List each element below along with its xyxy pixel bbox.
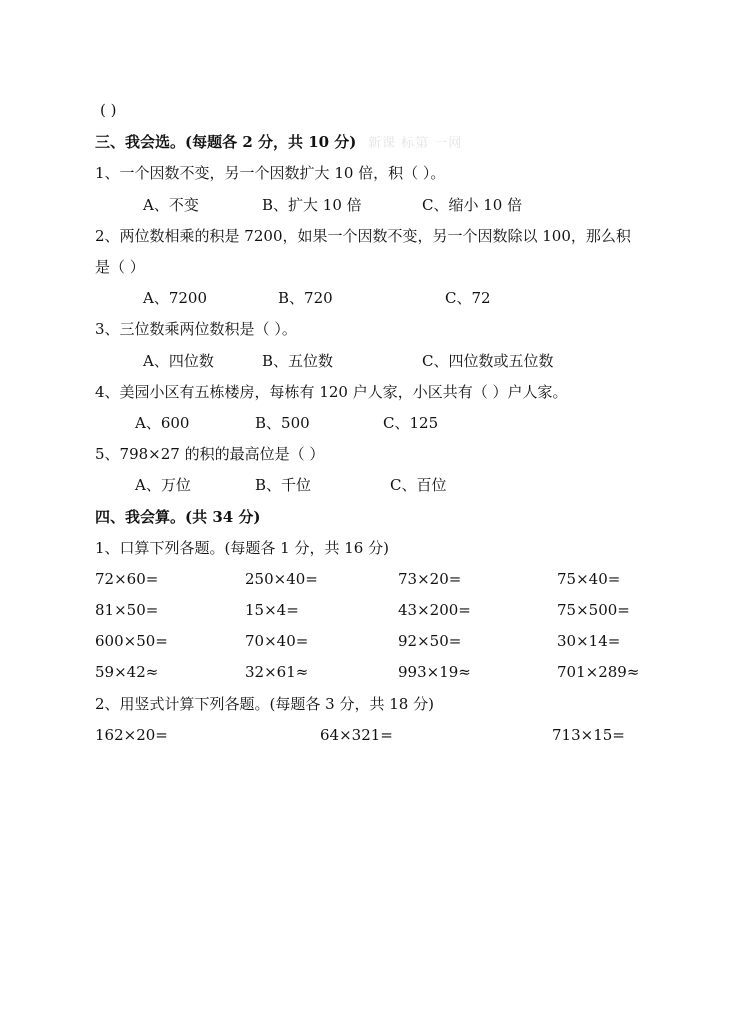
q3-option-b: B、五位数 [262, 352, 334, 370]
oral-calc-item: 30×14= [557, 632, 621, 650]
oral-calc-item: 250×40= [245, 570, 318, 588]
oral-calc-item: 15×4= [245, 601, 299, 619]
vertical-calc-item: 64×321= [320, 726, 393, 744]
answer-paren: ( ) [100, 101, 117, 119]
q5-option-a: A、万位 [135, 476, 191, 494]
oral-calc-item: 701×289≈ [557, 663, 640, 681]
q4-stem: 4、美园小区有五栋楼房，每栋有 120 户人家，小区共有（ ）户人家。 [95, 383, 568, 401]
q4-option-c: C、125 [383, 414, 439, 432]
q1-option-c: C、缩小 10 倍 [422, 196, 523, 214]
vertical-calc-item: 162×20= [95, 726, 168, 744]
part2-title: 2、用竖式计算下列各题。(每题各 3 分，共 18 分) [95, 695, 434, 713]
oral-calc-item: 32×61≈ [245, 663, 309, 681]
q3-stem: 3、三位数乘两位数积是（ ）。 [95, 320, 297, 338]
q2-option-a: A、7200 [143, 289, 208, 307]
q3-option-a: A、四位数 [143, 352, 214, 370]
oral-calc-item: 70×40= [245, 632, 309, 650]
oral-calc-item: 43×200= [398, 601, 471, 619]
oral-calc-item: 59×42≈ [95, 663, 159, 681]
oral-calc-item: 81×50= [95, 601, 159, 619]
q5-option-b: B、千位 [255, 476, 312, 494]
section3-heading: 三、我会选。(每题各 2 分，共 10 分) [95, 133, 357, 151]
oral-calc-item: 75×40= [557, 570, 621, 588]
q5-stem: 5、798×27 的积的最高位是（ ） [95, 445, 325, 463]
q2-option-c: C、72 [445, 289, 491, 307]
oral-calc-item: 75×500= [557, 601, 630, 619]
oral-calc-item: 73×20= [398, 570, 462, 588]
oral-calc-item: 600×50= [95, 632, 168, 650]
part1-title: 1、口算下列各题。(每题各 1 分，共 16 分) [95, 539, 389, 557]
q4-option-b: B、500 [255, 414, 310, 432]
vertical-calc-item: 713×15= [552, 726, 625, 744]
oral-calc-item: 993×19≈ [398, 663, 471, 681]
q5-option-c: C、百位 [390, 476, 447, 494]
q3-option-c: C、四位数或五位数 [422, 352, 554, 370]
oral-calc-item: 92×50= [398, 632, 462, 650]
oral-calc-item: 72×60= [95, 570, 159, 588]
section4-heading: 四、我会算。(共 34 分) [95, 508, 261, 526]
q1-option-a: A、不变 [143, 196, 199, 214]
watermark: 新课 标第 一网 [368, 136, 463, 151]
q4-option-a: A、600 [135, 414, 190, 432]
q2-stem-line1: 2、两位数相乘的积是 7200，如果一个因数不变，另一个因数除以 100，那么积 [95, 227, 631, 245]
q2-stem-line2: 是（ ） [95, 258, 145, 276]
q1-option-b: B、扩大 10 倍 [262, 196, 362, 214]
q2-option-b: B、720 [278, 289, 333, 307]
q1-stem: 1、一个因数不变，另一个因数扩大 10 倍，积（ ）。 [95, 164, 446, 182]
